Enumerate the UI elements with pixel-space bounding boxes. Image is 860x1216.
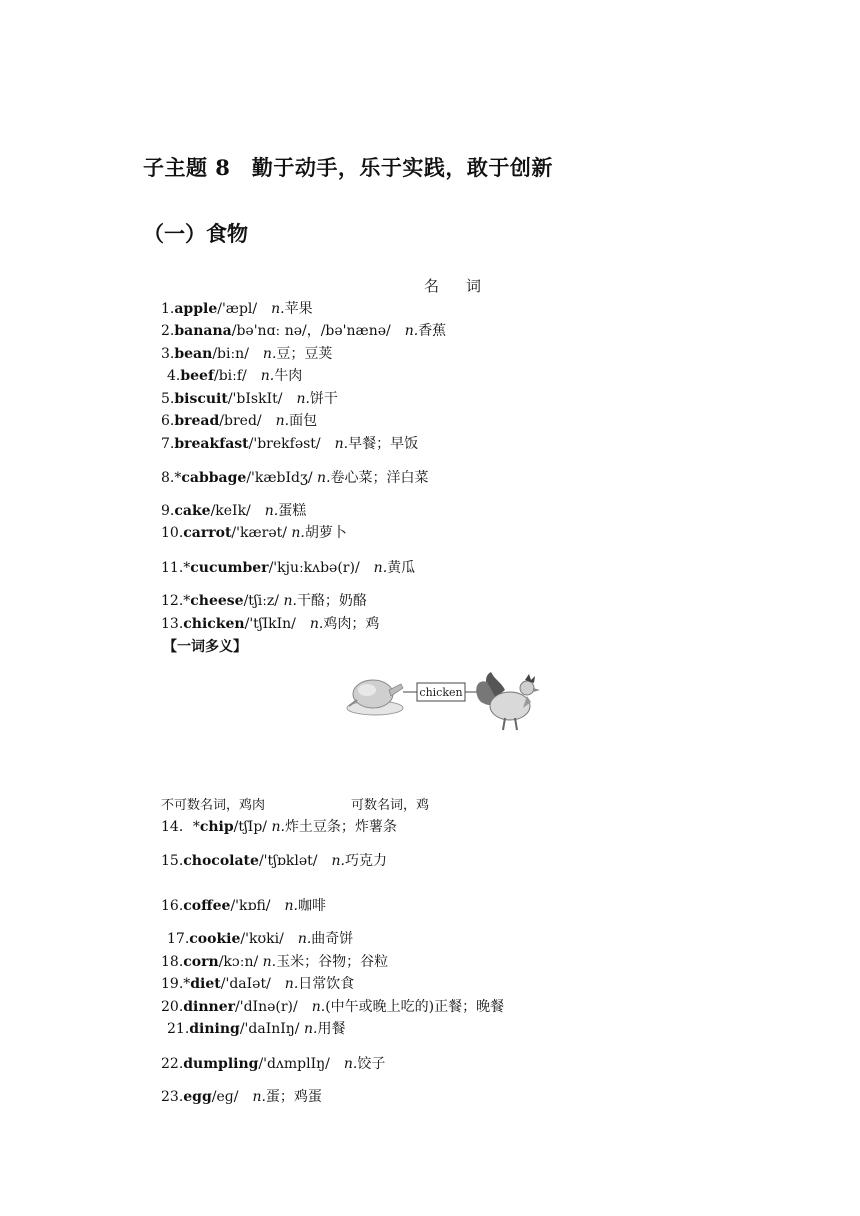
entry-number: 5. [161, 391, 175, 407]
entry-pos: n. [303, 1021, 318, 1037]
entry-pos: n. [373, 560, 388, 576]
entry-number: 6. [161, 413, 175, 429]
entry-word: breakfast [174, 436, 249, 452]
entry-pos: n. [311, 999, 326, 1015]
entry-pos: n. [262, 346, 277, 362]
entry-word: dumpling [183, 1056, 259, 1072]
entry-number: 7. [161, 436, 175, 452]
entry-meaning: 面包 [289, 413, 318, 429]
entry-pos: n. [260, 368, 275, 384]
vocab-entry [161, 1055, 385, 1073]
polysemy-note: 【一词多义】 [163, 639, 247, 655]
entry-number: 18. [161, 954, 184, 970]
entry-word: chocolate [183, 853, 259, 869]
category-heading: 名 词 [424, 277, 488, 295]
vocab-entry [161, 345, 332, 363]
entry-pos: n. [264, 503, 279, 519]
entry-phonetic: /eɡ/ [211, 1089, 253, 1105]
entry-pos: n. [296, 391, 310, 407]
entry-phonetic: /kɔːn/ [218, 954, 263, 970]
vocab-entry [161, 300, 313, 318]
entry-pos: n. [252, 1089, 266, 1105]
entry-pos: n. [334, 436, 349, 452]
entry-number: 8.* [161, 470, 182, 486]
entry-meaning: 咖啡 [297, 898, 326, 914]
vocab-entry [161, 435, 418, 453]
section-heading: （一）食物 [143, 221, 248, 246]
entry-word: cheese [190, 593, 244, 609]
vocab-entry [161, 818, 397, 836]
vocab-entry [161, 502, 306, 520]
entry-word: biscuit [174, 391, 228, 407]
vocab-entry [161, 322, 446, 340]
entry-pos: n. [331, 853, 345, 869]
entry-number: 4. [167, 368, 181, 384]
entry-meaning: 日常饮食 [298, 976, 355, 992]
entry-pos: n. [297, 931, 312, 947]
entry-meaning: 饺子 [357, 1056, 386, 1072]
entry-meaning: 黄瓜 [387, 560, 416, 576]
entry-word: corn [183, 954, 219, 970]
entry-number: 1. [161, 301, 175, 317]
entry-number: 12.* [161, 593, 191, 609]
entry-number: 2. [161, 323, 175, 339]
entry-word: cucumber [190, 560, 269, 576]
entry-number: 16. [161, 898, 184, 914]
entry-phonetic: /biːn/ [212, 346, 263, 362]
entry-number: 14．* [161, 819, 200, 835]
entry-phonetic: /'kærət/ [231, 525, 292, 541]
entry-word: beef [180, 368, 214, 384]
entry-phonetic: /'dInə(r)/ [235, 999, 312, 1015]
entry-number: 23. [161, 1089, 184, 1105]
vocab-entry [161, 1088, 322, 1106]
entry-phonetic: /keIk/ [210, 503, 265, 519]
entry-word: cabbage [181, 470, 247, 486]
entry-number: 9. [161, 503, 175, 519]
entry-phonetic: /'kʊki/ [240, 931, 298, 947]
entry-pos: n. [343, 1056, 358, 1072]
entry-word: dining [189, 1021, 240, 1037]
entry-pos: n. [317, 470, 331, 486]
entry-pos: n. [284, 976, 299, 992]
entry-pos: n. [262, 954, 277, 970]
vocab-entry [161, 998, 504, 1016]
vocab-entry [161, 852, 387, 870]
entry-phonetic: /'tʃɒklət/ [258, 853, 332, 869]
entry-pos: n. [271, 819, 285, 835]
chicken-word: chicken [419, 686, 463, 699]
entry-phonetic: /biːf/ [214, 368, 261, 384]
entry-phonetic: /'kjuːkʌbə(r)/ [268, 560, 374, 576]
caption-countable: 可数名词，鸡 [351, 798, 430, 813]
entry-phonetic: /'tʃIkIn/ [244, 616, 310, 632]
caption-uncountable: 不可数名词，鸡肉 [161, 798, 266, 813]
entry-meaning: 早餐；早饭 [348, 436, 419, 452]
entry-word: banana [174, 323, 232, 339]
entry-phonetic: /bred/ [219, 413, 276, 429]
entry-meaning: 苹果 [284, 301, 313, 317]
entry-phonetic: /'brekfəst/ [248, 436, 335, 452]
entry-number: 11.* [161, 560, 191, 576]
entry-phonetic: /'bIskIt/ [227, 391, 297, 407]
entry-meaning: 蛋糕 [278, 503, 307, 519]
entry-meaning: 干酪；奶酪 [296, 593, 367, 609]
entry-meaning: 用餐 [317, 1021, 346, 1037]
entry-word: bean [174, 346, 213, 362]
entry-number: 10. [161, 525, 184, 541]
entry-pos: n. [271, 301, 285, 317]
entry-meaning: 鸡肉；鸡 [323, 616, 380, 632]
vocab-entry [161, 975, 354, 993]
entry-meaning: 胡萝卜 [304, 525, 347, 541]
entry-pos: n. [275, 413, 290, 429]
entry-meaning: 炸土豆条；炸薯条 [284, 819, 397, 835]
rooster-icon [476, 672, 540, 730]
entry-number: 21. [167, 1021, 190, 1037]
entry-number: 19.* [161, 976, 191, 992]
entry-phonetic: /'dʌmplIŋ/ [258, 1056, 344, 1072]
vocab-entry [161, 615, 379, 633]
entry-phonetic: /'kæbIdʒ/ [246, 470, 318, 486]
entry-meaning: (中午或晚上吃的)正餐；晚餐 [325, 999, 505, 1015]
entry-phonetic: /tʃIp/ [233, 819, 272, 835]
vocab-entry [161, 524, 347, 542]
vocab-entry [161, 897, 326, 915]
entry-word: coffee [183, 898, 231, 914]
entry-word: diet [190, 976, 221, 992]
entry-phonetic: /'æpl/ [217, 301, 272, 317]
vocab-entry [167, 1020, 345, 1038]
roast-chicken-icon [347, 680, 403, 715]
entry-number: 13. [161, 616, 184, 632]
entry-meaning: 牛肉 [274, 368, 303, 384]
entry-pos: n. [284, 898, 298, 914]
entry-meaning: 香蕉 [418, 323, 447, 339]
entry-number: 20. [161, 999, 184, 1015]
entry-meaning: 豆；豆荚 [276, 346, 333, 362]
entry-meaning: 玉米；谷物；谷粒 [276, 954, 389, 970]
entry-phonetic: /bə'nɑː nə/，/bə'nænə/ [231, 323, 405, 339]
entry-word: chicken [183, 616, 245, 632]
entry-phonetic: /'daInIŋ/ [239, 1021, 304, 1037]
entry-phonetic: /tʃiːz/ [243, 593, 284, 609]
entry-phonetic: /'daIət/ [220, 976, 285, 992]
entry-number: 3. [161, 346, 175, 362]
entry-meaning: 巧克力 [344, 853, 387, 869]
entry-number: 15. [161, 853, 184, 869]
entry-word: egg [183, 1089, 212, 1105]
entry-meaning: 曲奇饼 [311, 931, 354, 947]
page-title: 子主题 8 勤于动手，乐于实践，敢于创新 [143, 155, 553, 180]
entry-meaning: 卷心菜；洋白菜 [330, 470, 429, 486]
entry-meaning: 蛋；鸡蛋 [265, 1089, 322, 1105]
vocab-entry [161, 412, 317, 430]
entry-word: chip [199, 819, 234, 835]
entry-word: cake [174, 503, 211, 519]
entry-number: 22. [161, 1056, 184, 1072]
entry-pos: n. [309, 616, 324, 632]
entry-pos: n. [404, 323, 419, 339]
entry-number: 17. [167, 931, 190, 947]
entry-phonetic: /'kɒfi/ [230, 898, 285, 914]
vocab-entry [161, 953, 388, 971]
entry-word: dinner [183, 999, 236, 1015]
vocab-entry [161, 592, 367, 610]
vocab-entry [161, 559, 415, 577]
entry-word: apple [174, 301, 218, 317]
vocab-entry [167, 367, 302, 385]
entry-pos: n. [291, 525, 305, 541]
chicken-illustration [345, 668, 545, 734]
vocab-entry [161, 390, 338, 408]
vocab-entry [161, 469, 429, 487]
entry-word: bread [174, 413, 220, 429]
entry-pos: n. [283, 593, 297, 609]
entry-word: cookie [189, 931, 241, 947]
entry-meaning: 饼干 [309, 391, 338, 407]
entry-word: carrot [183, 525, 232, 541]
vocab-entry [167, 930, 353, 948]
